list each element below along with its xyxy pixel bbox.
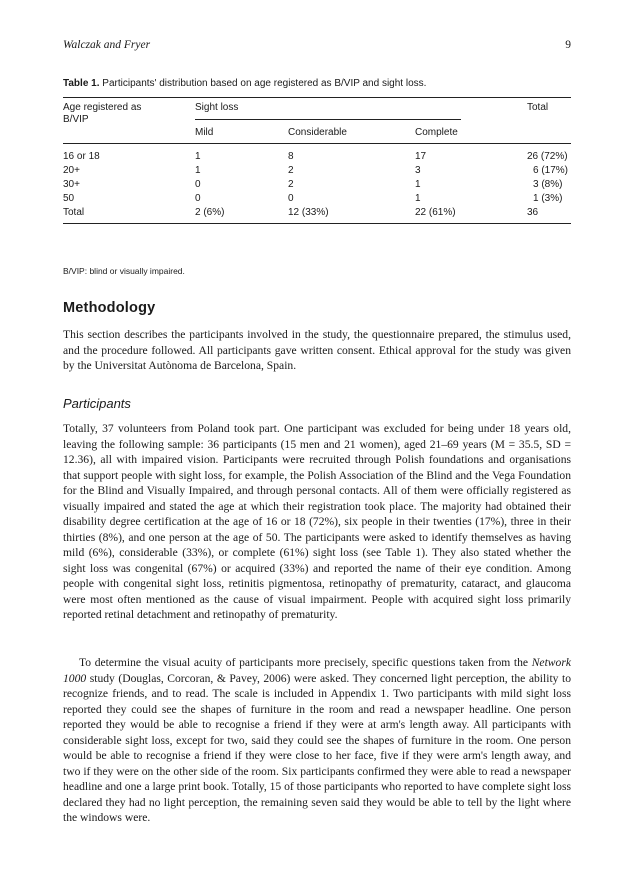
- table-row-age: 30+: [63, 179, 80, 190]
- table-spanner-rule: [195, 119, 461, 120]
- table-note: B/VIP: blind or visually impaired.: [63, 266, 185, 276]
- table-label: Table 1.: [63, 78, 100, 89]
- table-row-considerable: 2: [288, 179, 294, 190]
- table-header-total: Total: [527, 102, 549, 113]
- table-row-complete: 1: [415, 179, 421, 190]
- table-row-complete: 3: [415, 165, 421, 176]
- table-row-total: 1 (3%): [533, 193, 563, 204]
- table-row-mild: 1: [195, 165, 201, 176]
- table-header-rule: [63, 143, 571, 144]
- table-total-total: 36: [527, 207, 539, 218]
- table-row-considerable: 0: [288, 193, 294, 204]
- table-row-mild: 0: [195, 193, 201, 204]
- table-row-mild: 1: [195, 151, 201, 162]
- running-head-authors: Walczak and Fryer: [63, 39, 151, 51]
- participants-paragraph-2: [63, 655, 571, 826]
- table-row-mild: 0: [195, 179, 201, 190]
- table-header-sight-loss: Sight loss: [195, 102, 239, 113]
- table-row-total: 3 (8%): [533, 179, 563, 190]
- table-caption-text: Participants' distribution based on age registered as B/VIP and sight loss.: [102, 78, 427, 89]
- table-header-considerable: Considerable: [288, 127, 347, 138]
- running-head: [63, 34, 571, 50]
- section-heading-methodology: Methodology: [63, 300, 156, 316]
- study-name: Network 1000: [63, 656, 571, 685]
- participants-paragraph-1: Totally, 37 volunteers from Poland took part. One participant was excluded for being under 18 years old, leaving the following sample: 36 participants (15 men and 21 women), aged 21–69 years (M = 35.5, SD = 12.36), all with impaired vision. Participants were recruited through Polish foundations and organisations that support people with sight loss, for example, the Polish Association of the Blind and the Vega Foundation for the Blind and Visually Impaired, and through personal contacts. All of them were officially registered as visually impaired and stated the age at which their registration took place. The majority had obtained their disability degree certification at the age of 16 or 18 (72%), six people in their twenties (17%), three in their thirties (8%), and one person at the age of 50. The participants were asked to identify themselves as having mild (6%), considerable (33%), or complete (61%) sight loss (see Table 1). They also stated whether the sight loss was congenital (67%) or acquired (33%) and reported the name of their eye condition. Among people with congenital sight loss, retinitis pigmentosa, retinopathy of prematurity, cataract, and glaucoma were most often mentioned as the cause of visual impairment. People with acquired sight loss primarily reported retinal detachment and retinopathy of prematurity.: [63, 422, 571, 621]
- table-total-considerable: 12 (33%): [288, 207, 329, 218]
- methodology-paragraph: This section describes the participants involved in the study, the questionnaire prepared, the stimulus used, and the procedure followed. All participants gave written consent. Ethical approval for the study was given by the Universitat Autònoma de Barcelona, Spain.: [63, 328, 571, 372]
- subsection-heading-participants: Participants: [63, 396, 131, 411]
- table-header-age: Age registered as B/VIP: [63, 102, 142, 125]
- table-row-total: 6 (17%): [533, 165, 569, 176]
- table-total-complete: 22 (61%): [415, 207, 456, 218]
- page-number: 9: [565, 39, 571, 51]
- table-header-mild: Mild: [195, 127, 214, 138]
- table-caption: [63, 78, 426, 89]
- table-row-age: 16 or 18: [63, 151, 100, 162]
- table-row-age: 20+: [63, 165, 80, 176]
- paragraph-2-rest: study (Douglas, Corcoran, & Pavey, 2006) were asked. They concerned light perception, the ability to recognize friends, and to read. The scale is included in Appendix 1. Two participants with mild sight loss reported they could see the shapes of furniture in the room and read a newspaper headline. One person reported they would be able to recognise a friend if they were at arm's length away. All participants with considerable sight loss, except for two, said they could see the shapes of furniture in the room. One person would be able to recognise a friend if they were close to her face, five if they were arm's length away, and two if they were on the other side of the room. Six participants confirmed they were able to read a newspaper headline and one a large print book. Totally, 15 of those participants who reported to have complete sight loss declared they had no light perception, the remaining seven said they would be able to tell by the light where the windows were.: [63, 671, 572, 824]
- table-bottom-rule: [63, 223, 571, 224]
- table-total-mild: 2 (6%): [195, 207, 225, 218]
- paragraph-2-intro: To determine the visual acuity of participants more precisely, specific questions taken from the: [79, 656, 529, 669]
- table-row-complete: 17: [415, 151, 427, 162]
- table-header-complete: Complete: [415, 127, 458, 138]
- table-row-considerable: 8: [288, 151, 294, 162]
- journal-page: [63, 34, 572, 824]
- table-row-total: 26 (72%): [527, 151, 568, 162]
- table-row-age: 50: [63, 193, 75, 204]
- table-top-rule: [63, 97, 571, 98]
- table-row-complete: 1: [415, 193, 421, 204]
- table-total-label: Total: [63, 207, 85, 218]
- table-row-considerable: 2: [288, 165, 294, 176]
